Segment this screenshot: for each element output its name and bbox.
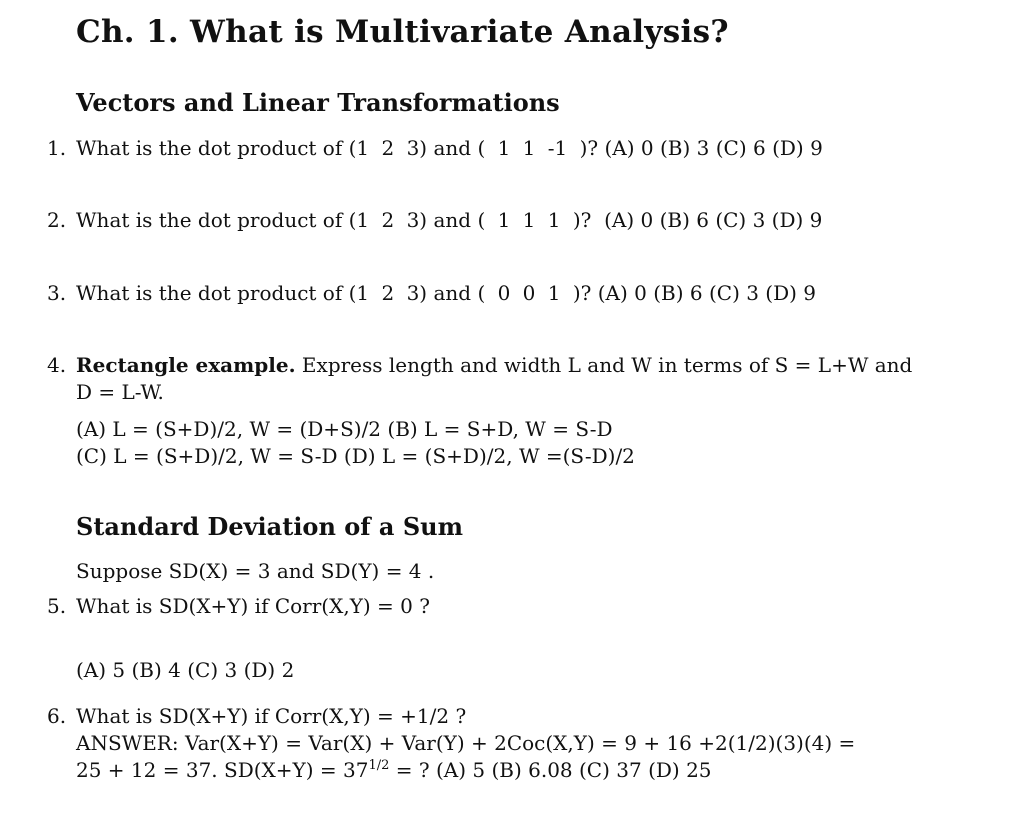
answer-choices: = ? (A) 5 (B) 6.08 (C) 37 (D) 25 xyxy=(389,758,712,782)
question-number: 3. xyxy=(47,281,67,305)
question-number: 5. xyxy=(47,594,67,618)
answer-choices: (A) 0 (B) 6 (C) 3 (D) 9 xyxy=(591,281,817,305)
question-text: What is SD(X+Y) if Corr(X,Y) = +1/2 ? xyxy=(76,704,467,728)
question-lead: Rectangle example. xyxy=(76,353,296,377)
answer-choices: (A) 0 (B) 3 (C) 6 (D) 9 xyxy=(598,136,823,160)
chapter-title: Ch. 1. What is Multivariate Analysis? xyxy=(76,14,729,50)
question-1 xyxy=(47,134,823,162)
question-4-text-continued: D = L-W. xyxy=(76,380,164,404)
question-text: and xyxy=(427,136,478,160)
vector-b: ( 1 1 1 )? xyxy=(477,208,592,232)
question-text: and xyxy=(427,208,478,232)
question-text: What is the dot product of xyxy=(76,281,349,305)
question-6-answer-line-1: ANSWER: Var(X+Y) = Var(X) + Var(Y) + 2Coc(X,Y) = 9 + 16 +2(1/2)(3)(4) = xyxy=(76,731,856,755)
question-4 xyxy=(47,351,912,379)
vector-b: ( 1 1 -1 )? xyxy=(477,136,599,160)
question-6 xyxy=(47,702,466,730)
question-number: 1. xyxy=(47,136,67,160)
vector-a: (1 2 3) xyxy=(348,136,428,160)
question-text: What is the dot product of xyxy=(76,136,349,160)
question-2 xyxy=(47,206,822,234)
question-5 xyxy=(47,592,430,620)
question-number: 2. xyxy=(47,208,67,232)
question-5-choices: (A) 5 (B) 4 (C) 3 (D) 2 xyxy=(76,658,295,682)
question-text: Express length and width L and W in terms of S = L+W and xyxy=(295,353,913,377)
answer-text: 25 + 12 = 37. SD(X+Y) = 37 xyxy=(76,758,369,782)
question-4-choices-line-1: (A) L = (S+D)/2, W = (D+S)/2 (B) L = S+D, W = S-D xyxy=(76,417,613,441)
sd-intro: Suppose SD(X) = 3 and SD(Y) = 4 . xyxy=(76,559,435,583)
question-6-answer-line-2 xyxy=(76,756,712,784)
question-4-choices-line-2: (C) L = (S+D)/2, W = S-D (D) L = (S+D)/2, W =(S-D)/2 xyxy=(76,444,635,468)
section-title-sd: Standard Deviation of a Sum xyxy=(76,512,464,541)
question-text: What is SD(X+Y) if Corr(X,Y) = 0 ? xyxy=(76,594,430,618)
question-3 xyxy=(47,279,816,307)
question-number: 6. xyxy=(47,704,67,728)
vector-a: (1 2 3) xyxy=(348,208,428,232)
question-text: What is the dot product of xyxy=(76,208,349,232)
question-text: and xyxy=(427,281,478,305)
section-title-vectors: Vectors and Linear Transformations xyxy=(76,88,560,117)
exponent: 1/2 xyxy=(368,758,390,773)
answer-choices: (A) 0 (B) 6 (C) 3 (D) 9 xyxy=(591,208,823,232)
question-number: 4. xyxy=(47,353,67,377)
vector-a: (1 2 3) xyxy=(348,281,428,305)
vector-b: ( 0 0 1 )? xyxy=(477,281,592,305)
